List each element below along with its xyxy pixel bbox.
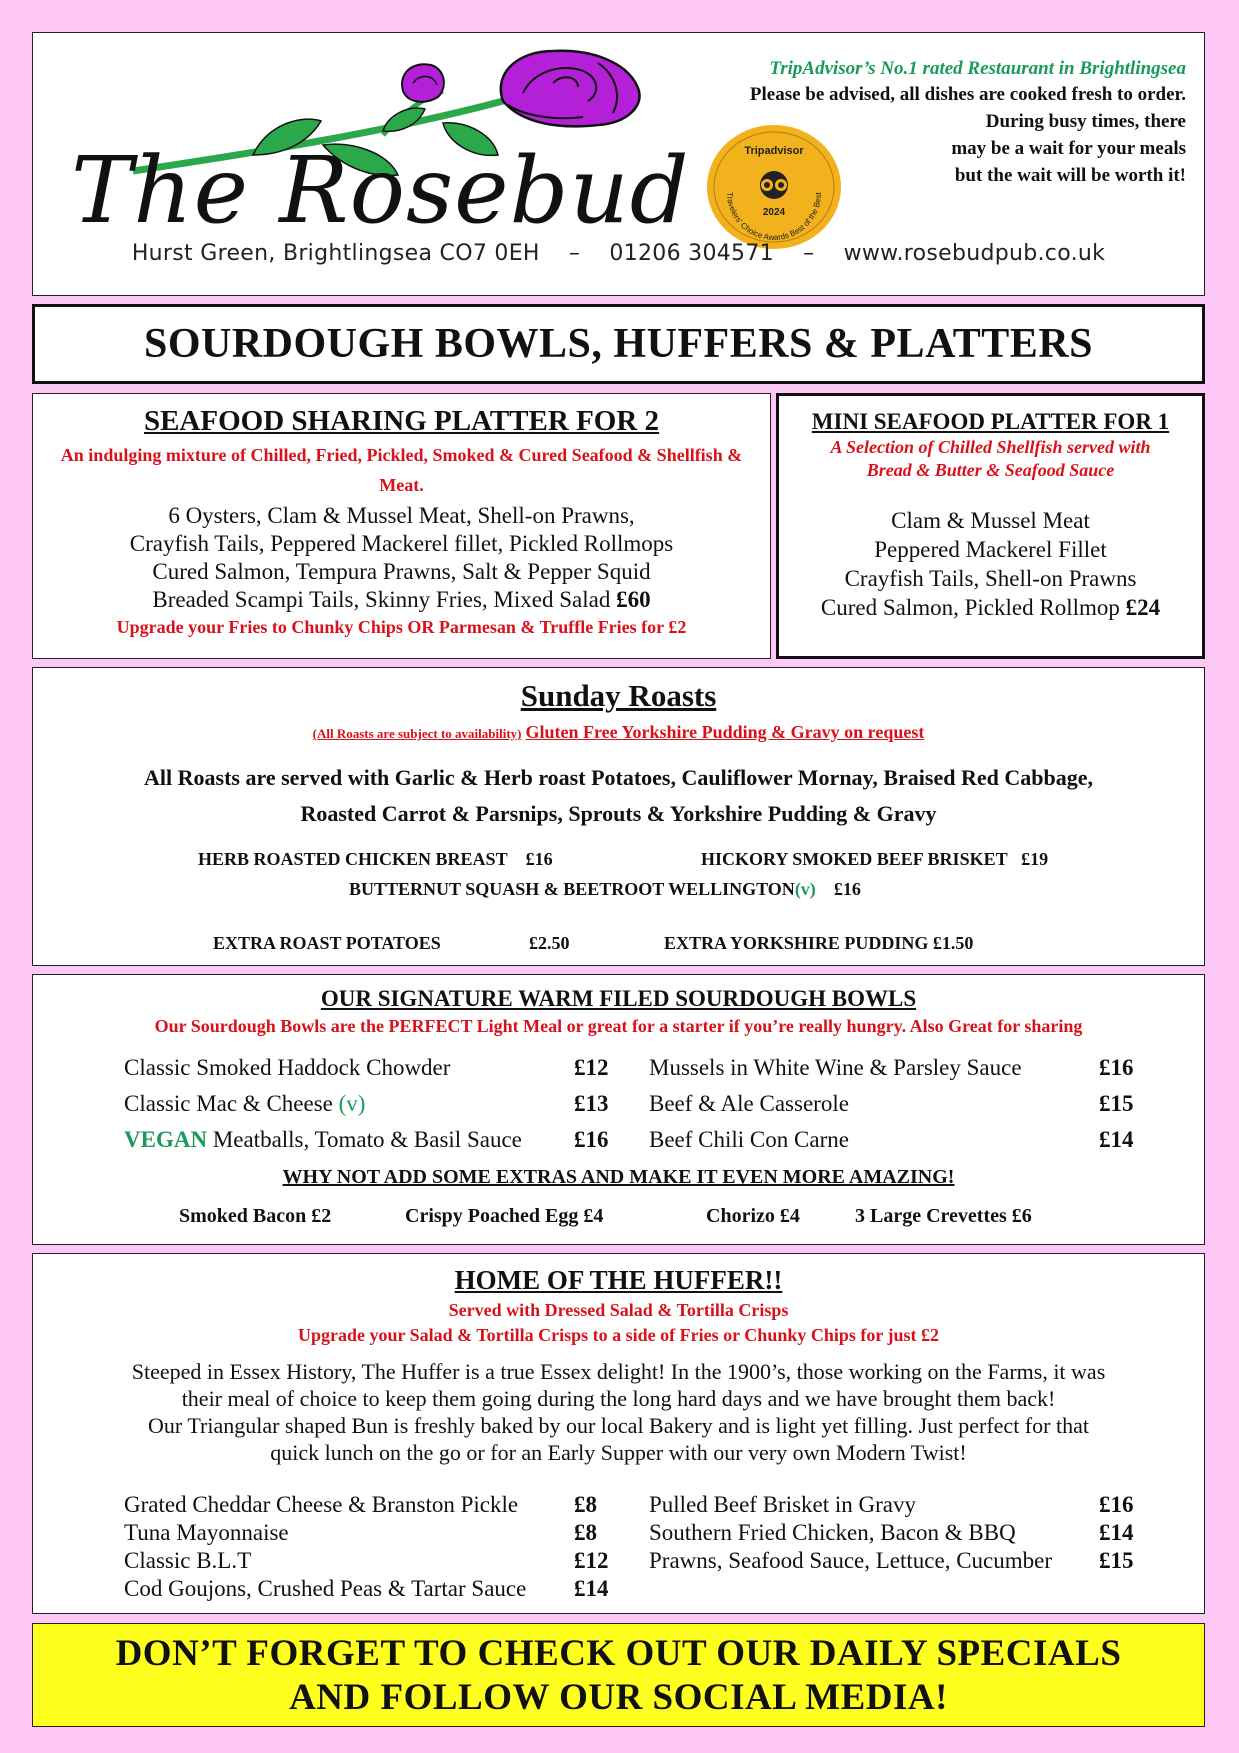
bowl-name: Classic Mac & Cheese (124, 1091, 333, 1116)
bowl-item: Classic Smoked Haddock Chowder (124, 1055, 451, 1080)
bowl-item: Mussels in White Wine & Parsley Sauce (649, 1055, 1022, 1080)
platter-line: Peppered Mackerel Fillet (874, 537, 1107, 562)
mini-seafood-platter-section (776, 393, 1205, 659)
huffer-price: £8 (574, 1520, 597, 1545)
huffer-item: Southern Fried Chicken, Bacon & BBQ (649, 1520, 1016, 1545)
section-title: Sunday Roasts (520, 678, 717, 713)
bowl-item (124, 1127, 522, 1153)
menu-title: SOURDOUGH BOWLS, HUFFERS & PLATTERS (143, 321, 1094, 367)
served-line: All Roasts are served with Garlic & Herb roast Potatoes, Cauliflower Mornay, Braised Red Cabbage, (144, 765, 1093, 790)
advice-line: but the wait will be worth it! (954, 165, 1186, 186)
extra-name: EXTRA ROAST POTATOES (213, 933, 441, 953)
seafood-sharing-platter-section (32, 393, 771, 659)
vegan-tag: VEGAN (124, 1127, 208, 1152)
extra-item: 3 Large Crevettes £6 (855, 1205, 1032, 1227)
huffer-price: £8 (574, 1492, 597, 1517)
story-line: quick lunch on the go or for an Early Supper with our very own Modern Twist! (270, 1440, 967, 1465)
huffer-item: Prawns, Seafood Sauce, Lettuce, Cucumber (649, 1548, 1053, 1573)
bowl-name: Meatballs, Tomato & Basil Sauce (207, 1127, 522, 1152)
tripadvisor-tagline: TripAdvisor’s No.1 rated Restaurant in Brightlingsea (769, 58, 1186, 79)
platter-line: Cured Salmon, Tempura Prawns, Salt & Pepper Squid (152, 559, 651, 584)
vegetarian-tag: (v) (338, 1091, 366, 1116)
served-with-note: Served with Dressed Salad & Tortilla Crisps (448, 1300, 789, 1320)
bowl-item (124, 1091, 365, 1117)
bowl-price: £13 (574, 1091, 609, 1116)
extra-price: £2.50 (529, 933, 570, 953)
banner-line: AND FOLLOW OUR SOCIAL MEDIA! (289, 1677, 948, 1718)
extras-title: WHY NOT ADD SOME EXTRAS AND MAKE IT EVEN MORE AMAZING! (282, 1166, 955, 1188)
roast-name: HICKORY SMOKED BEEF BRISKET (701, 849, 1008, 869)
huffer-item: Classic B.L.T (124, 1548, 252, 1573)
extra-name: EXTRA YORKSHIRE PUDDING (664, 933, 929, 953)
bowl-price: £15 (1099, 1091, 1134, 1116)
platter-line: Crayfish Tails, Peppered Mackerel fillet, Pickled Rollmops (129, 531, 674, 556)
huffer-section (32, 1253, 1205, 1614)
address-line: Hurst Green, Brightlingsea CO7 0EH – 01206 304571 – www.rosebudpub.co.uk (131, 241, 1106, 266)
section-title: OUR SIGNATURE WARM FILED SOURDOUGH BOWLS (320, 986, 917, 1011)
advice-line: Please be advised, all dishes are cooked fresh to order. (749, 84, 1186, 105)
huffer-price: £16 (1099, 1492, 1134, 1517)
upgrade-note: Upgrade your Salad & Tortilla Crisps to a side of Fries or Chunky Chips for just £2 (297, 1325, 940, 1345)
bowl-price: £16 (574, 1127, 609, 1152)
section-description: An indulging mixture of Chilled, Fried, Pickled, Smoked & Cured Seafood & Shellfish & Meat. (60, 445, 743, 495)
platter-line (779, 593, 1202, 622)
badge-ring-text: Travelers' Choice Awards Best of the Best (724, 191, 824, 243)
bowl-price: £12 (574, 1055, 609, 1080)
platter-line-text: Cured Salmon, Pickled Rollmop (820, 595, 1120, 620)
huffer-item: Cod Goujons, Crushed Peas & Tartar Sauce (124, 1576, 527, 1601)
huffer-item: Grated Cheddar Cheese & Branston Pickle (124, 1492, 519, 1517)
bowl-item: Beef & Ale Casserole (649, 1091, 849, 1116)
huffer-price: £15 (1099, 1548, 1134, 1573)
badge-brand: Tripadvisor (744, 145, 804, 157)
huffer-price: £14 (574, 1576, 609, 1601)
roast-price: £19 (1021, 849, 1049, 869)
gluten-free-note: Gluten Free Yorkshire Pudding & Gravy on request (525, 722, 925, 742)
huffer-item: Tuna Mayonnaise (124, 1520, 289, 1545)
description-line: Bread & Butter & Seafood Sauce (866, 460, 1115, 480)
section-description: Our Sourdough Bowls are the PERFECT Light Meal or great for a starter if you’re really hungry. Also Great for sharing (154, 1016, 1083, 1036)
platter-line-text: Breaded Scampi Tails, Skinny Fries, Mixed Salad (152, 587, 611, 612)
restaurant-header (32, 32, 1205, 296)
platter-price: £24 (1125, 595, 1161, 620)
roasts-availability-note (33, 720, 1204, 746)
upgrade-note: Upgrade your Fries to Chunky Chips OR Parmesan & Truffle Fries for £2 (116, 617, 687, 637)
badge-year: 2024 (762, 207, 786, 218)
served-line: Roasted Carrot & Parsnips, Sprouts & Yorkshire Pudding & Gravy (300, 801, 937, 826)
sourdough-bowls-section (32, 974, 1205, 1245)
tripadvisor-badge-icon (705, 123, 843, 251)
extra-item (664, 933, 973, 954)
roast-item (701, 849, 1048, 870)
daily-specials-banner (32, 1623, 1205, 1727)
bowl-item: Beef Chili Con Carne (649, 1127, 849, 1152)
story-line: their meal of choice to keep them going during the long hard days and we have brought them back! (181, 1386, 1056, 1411)
roast-item (349, 879, 861, 900)
roast-item (198, 849, 553, 870)
huffer-price: £14 (1099, 1520, 1134, 1545)
extra-item: Smoked Bacon £2 (179, 1205, 332, 1227)
section-title: MINI SEAFOOD PLATTER FOR 1 (811, 409, 1170, 434)
huffer-price: £12 (574, 1548, 609, 1573)
availability-note: (All Roasts are subject to availability) (312, 726, 522, 741)
platter-contents (33, 502, 770, 614)
extra-item: Crispy Poached Egg £4 (405, 1205, 604, 1227)
roast-price: £16 (525, 849, 553, 869)
sunday-roasts-section (32, 667, 1205, 966)
mini-platter-contents (779, 506, 1202, 622)
platter-price: £60 (616, 587, 651, 612)
section-title: SEAFOOD SHARING PLATTER FOR 2 (143, 405, 660, 437)
extra-item (213, 933, 441, 954)
section-title: HOME OF THE HUFFER!! (454, 1265, 783, 1295)
platter-line: Crayfish Tails, Shell-on Prawns (844, 566, 1137, 591)
section-description (779, 436, 1202, 482)
menu-title-box (32, 304, 1205, 384)
platter-line: 6 Oysters, Clam & Mussel Meat, Shell-on Prawns, (168, 503, 635, 528)
platter-line: Clam & Mussel Meat (891, 508, 1090, 533)
roast-name: HERB ROASTED CHICKEN BREAST (198, 849, 508, 869)
logo-wordmark: The Rosebud (71, 137, 690, 244)
huffer-subtitle (33, 1298, 1204, 1348)
roasts-served-with (33, 760, 1204, 832)
roast-price: £16 (833, 879, 861, 899)
story-line: Steeped in Essex History, The Huffer is a true Essex delight! In the 1900’s, those working on the Farms, it was (131, 1359, 1106, 1384)
extra-item: Chorizo £4 (706, 1205, 800, 1227)
bowl-price: £16 (1099, 1055, 1134, 1080)
bowl-price: £14 (1099, 1127, 1134, 1152)
extra-price: £1.50 (932, 933, 974, 953)
description-line: A Selection of Chilled Shellfish served with (830, 437, 1151, 457)
vegetarian-tag: (v) (794, 879, 816, 899)
story-line: Our Triangular shaped Bun is freshly baked by our local Bakery and is light yet filling. Just perfect for that (148, 1413, 1089, 1438)
advice-line: During busy times, there (985, 111, 1186, 132)
platter-line (33, 586, 770, 614)
huffer-item: Pulled Beef Brisket in Gravy (649, 1492, 917, 1517)
advice-line: may be a wait for your meals (951, 138, 1186, 159)
banner-line: DON’T FORGET TO CHECK OUT OUR DAILY SPECIALS (115, 1633, 1122, 1674)
banner-text (33, 1632, 1204, 1720)
huffer-story (33, 1358, 1204, 1466)
roast-name: BUTTERNUT SQUASH & BEETROOT WELLINGTON (349, 879, 795, 899)
